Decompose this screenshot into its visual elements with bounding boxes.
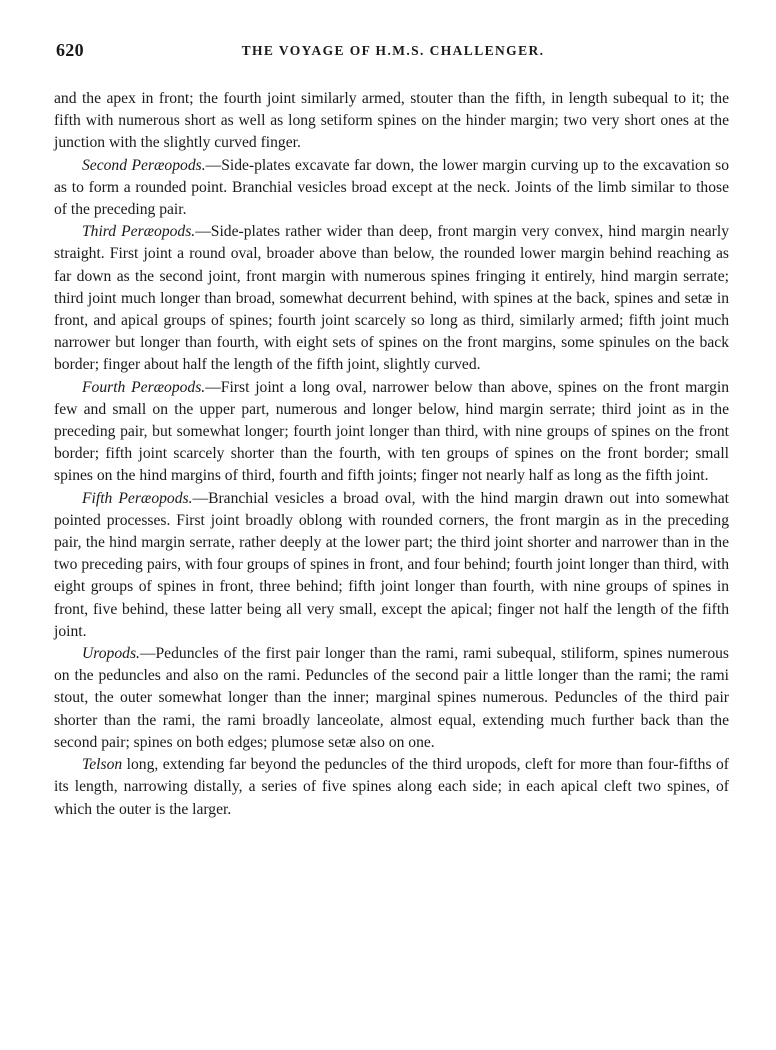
- paragraph-text: —First joint a long oval, narrower below than above, spines on the front margin few and small on the upper part, numerous and longer below, hind margin serrate; third joint as in the preceding pair, but somewhat longer; fourth joint longer than third, with nine groups of spines on the front border; fifth joint scarcely shorter than the fourth, with ten groups of spines on the front border; small spines on the hind margins of third, fourth and fifth joints; finger not nearly half as long as the fifth joint.: [54, 378, 730, 485]
- paragraph-text: and the apex in front; the fourth joint similarly armed, stouter than the fifth, in length subequal to it; the fifth with numerous short as well as long setiform spines on the hinder margin; two very short ones at the junction with the slightly curved finger.: [54, 90, 729, 152]
- paragraph: [54, 754, 729, 821]
- paragraph: [54, 155, 729, 222]
- paragraph-text: —Peduncles of the first pair longer than the rami, rami subequal, stiliform, spines numerous on the peduncles and also on the rami. Peduncles of the second pair a little longer than the rami; the rami stout, the outer somewhat longer than the inner; marginal spines numerous. Peduncles of the third pair shorter than the rami, the rami broadly lanceolate, almost equal, extending much further back than the second pair; spines on both edges; plumose setæ also on one.: [54, 645, 729, 751]
- paragraph-text: —Side-plates excavate far down, the lower margin curving up to the excavation so as to form a rounded point. Branchial vesicles broad except at the neck. Joints of the limb similar to those of the preceding pair.: [54, 156, 729, 219]
- paragraph-heading: Second Peræopods.: [82, 156, 206, 174]
- paragraph-heading: Third Peræopods.: [82, 223, 196, 241]
- paragraph-heading: Telson: [82, 756, 123, 774]
- paragraph-heading: Fifth Peræopods.: [82, 489, 193, 507]
- paragraph-text: long, extending far beyond the peduncles of the third uropods, cleft for more than four-fifths of its length, narrowing distally, a series of five spines along each side; in each apical cleft two spines, of which the outer is the larger.: [54, 756, 729, 818]
- paragraph-heading: Uropods.: [82, 645, 140, 663]
- paragraph: [54, 221, 729, 376]
- paragraph: [54, 377, 729, 488]
- paragraph-text: —Branchial vesicles a broad oval, with the hind margin drawn out into somewhat pointed processes. First joint broadly oblong with rounded corners, the front margin as in the preceding pair, the hind margin serrate, rather deeply at the lower part; the third joint shorter and narrower than in the two preceding pairs, with four groups of spines in front, and four behind; fourth joint longer than third, with eight groups of spines in front, three behind; fifth joint longer than fourth, with nine groups of spines in front, five behind, these latter being all very small, except the apical; finger not half the length of the fifth joint.: [54, 489, 729, 640]
- paragraph-text: —Side-plates rather wider than deep, front margin very convex, hind margin nearly straight. First joint a round oval, broader above than below, the rounded lower margin behind reaching as far down as the second joint, front margin with numerous spines fringing it entirely, hind margin serrate; third joint much longer than broad, somewhat decurrent behind, with spines at the back, spines and setæ in front, and apical groups of spines; fourth joint scarcely so long as third, similarly armed; fifth joint much narrower but longer than fourth, with eight sets of spines on the front margins, some spinules on the back border; finger about half the length of the fifth joint, slightly curved.: [54, 223, 729, 374]
- page-number: 620: [56, 40, 84, 60]
- paragraph: [54, 643, 729, 754]
- paragraph: [54, 88, 729, 155]
- running-head: [56, 40, 730, 64]
- paragraph: [54, 488, 729, 643]
- paragraph-heading: Fourth Peræopods.: [82, 378, 206, 396]
- running-title: THE VOYAGE OF H.M.S. CHALLENGER.: [241, 43, 545, 58]
- body-text: [54, 88, 729, 821]
